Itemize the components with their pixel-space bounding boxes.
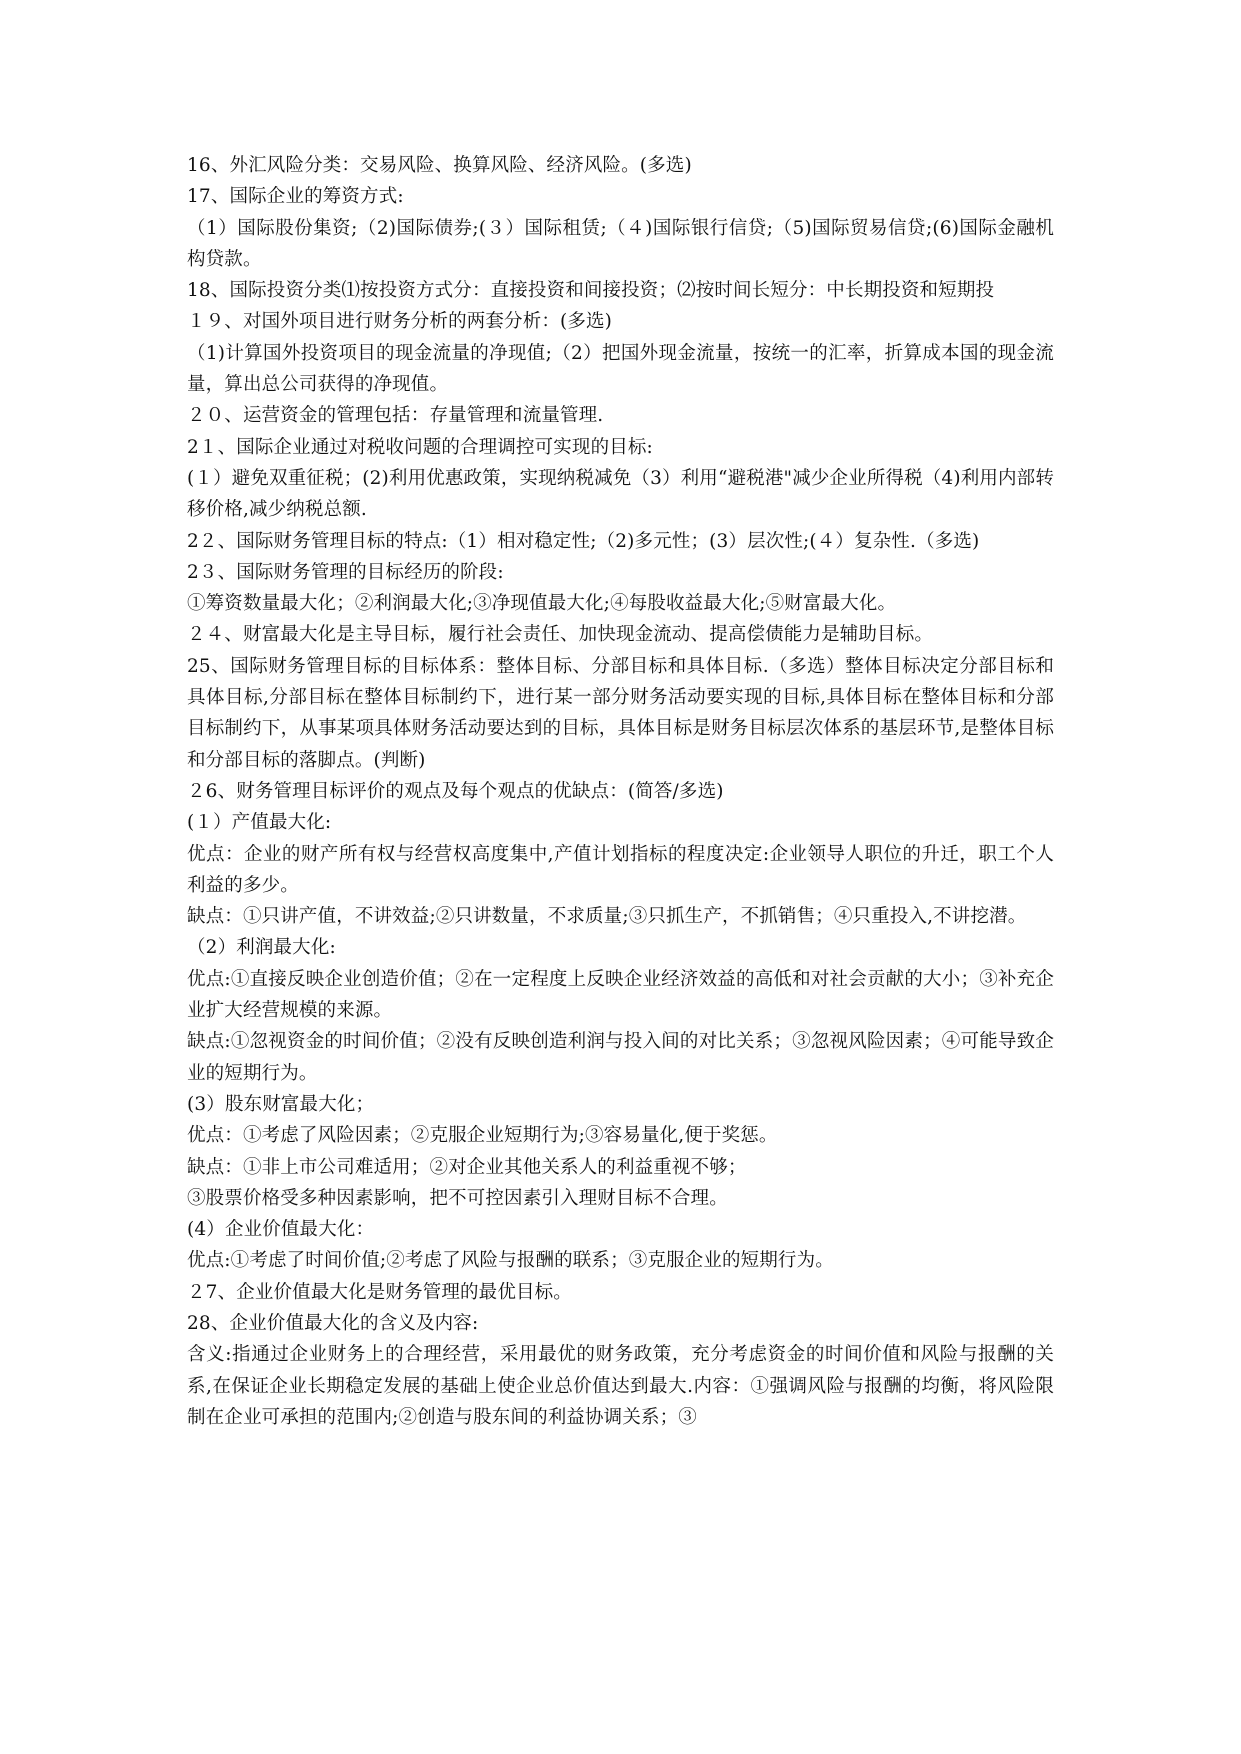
text-line: 优点:①考虑了时间价值;②考虑了风险与报酬的联系；③克服企业的短期行为。 [187,1250,834,1272]
text-line: １９、对国外项目进行财务分析的两套分析：(多选) [187,311,613,333]
text-line: 缺点:①忽视资金的时间价值；②没有反映创造利润与投入间的对比关系；③忽视风险因素；④可能导致企业的短期行为。 [187,1031,1054,1084]
text-line: ２7、企业价值最大化是财务管理的最优目标。 [187,1281,572,1303]
text-line: (１）避免双重征税；(2)利用优惠政策，实现纳税减免（3）利用“避税港"减少企业所得税（4)利用内部转移价格,减少纳税总额. [187,467,1054,521]
text-line: 2１、国际企业通过对税收问题的合理调控可实现的目标: [187,436,653,458]
text-line: 25、国际财务管理目标的目标体系：整体目标、分部目标和具体目标.（多选）整体目标决定分部目标和具体目标,分部目标在整体目标制约下，进行某一部分财务活动要实现的目标,具体目标在整体目标和分部目标制约下，从事某项具体财务活动要达到的目标，具体目标是财务目标层次体系的基层环节,是整体目标和分部目标的落脚点。(判断) [187,655,1054,771]
text-line: 16、外汇风险分类：交易风险、换算风险、经济风险。(多选) [187,155,692,176]
document-body [187,150,1054,1433]
text-line: （1)计算国外投资项目的现金流量的净现值;（2）把国外现金流量，按统一的汇率，折算成本国的现金流量，算出总公司获得的净现值。 [187,342,1054,396]
text-line: ２４、财富最大化是主导目标，履行社会责任、加快现金流动、提高偿债能力是辅助目标。 [187,624,934,646]
text-line: 优点:①直接反映企业创造价值；②在一定程度上反映企业经济效益的高低和对社会贡献的大小；③补充企业扩大经营规模的来源。 [187,968,1054,1022]
text-line: 缺点：①只讲产值，不讲效益;②只讲数量，不求质量;③只抓生产，不抓销售；④只重投入,不讲挖潜。 [187,906,1027,928]
text-line: 2３、国际财务管理的目标经历的阶段: [187,561,504,583]
text-line: 17、国际企业的筹资方式: [187,186,404,208]
text-line: 优点：企业的财产所有权与经营权高度集中,产值计划指标的程度决定:企业领导人职位的升迁，职工个人利益的多少。 [187,843,1054,896]
text-line: (3）股东财富最大化； [187,1093,375,1115]
text-line: 优点：①考虑了风险因素；②克服企业短期行为;③容易量化,便于奖惩。 [187,1125,778,1147]
text-line: ③股票价格受多种因素影响，把不可控因素引入理财目标不合理。 [187,1187,728,1209]
text-line: ２０、运营资金的管理包括：存量管理和流量管理. [187,405,604,427]
text-line: 含义:指通过企业财务上的合理经营，采用最优的财务政策，充分考虑资金的时间价值和风险与报酬的关系,在保证企业长期稳定发展的基础上使企业总价值达到最大.内容：①强调风险与报酬的均衡，将风险限制在企业可承担的范围内;②创造与股东间的利益协调关系；③ [187,1344,1054,1428]
text-line: ①筹资数量最大化；②利润最大化;③净现值最大化;④每股收益最大化;⑤财富最大化。 [187,593,897,615]
text-line: ２6、财务管理目标评价的观点及每个观点的优缺点：(简答/多选) [187,780,724,802]
text-line: (１）产值最大化: [187,812,332,834]
text-line: (4）企业价值最大化： [187,1219,375,1241]
text-line: 2２、国际财务管理目标的特点:（1）相对稳定性;（2)多元性；(3）层次性;(４）复杂性.（多选) [187,530,980,552]
text-line: 28、企业价值最大化的含义及内容: [187,1312,479,1334]
text-line: （2）利润最大化: [187,937,336,959]
text-line: （1）国际股份集资;（2)国际债券;(３）国际租赁;（４)国际银行信贷;（5)国际贸易信贷;(6)国际金融机构贷款。 [187,217,1054,270]
text-line: 18、国际投资分类⑴按投资方式分：直接投资和间接投资；⑵按时间长短分：中长期投资和短期投 [187,280,995,302]
text-line: 缺点：①非上市公司难适用；②对企业其他关系人的利益重视不够； [187,1156,747,1178]
